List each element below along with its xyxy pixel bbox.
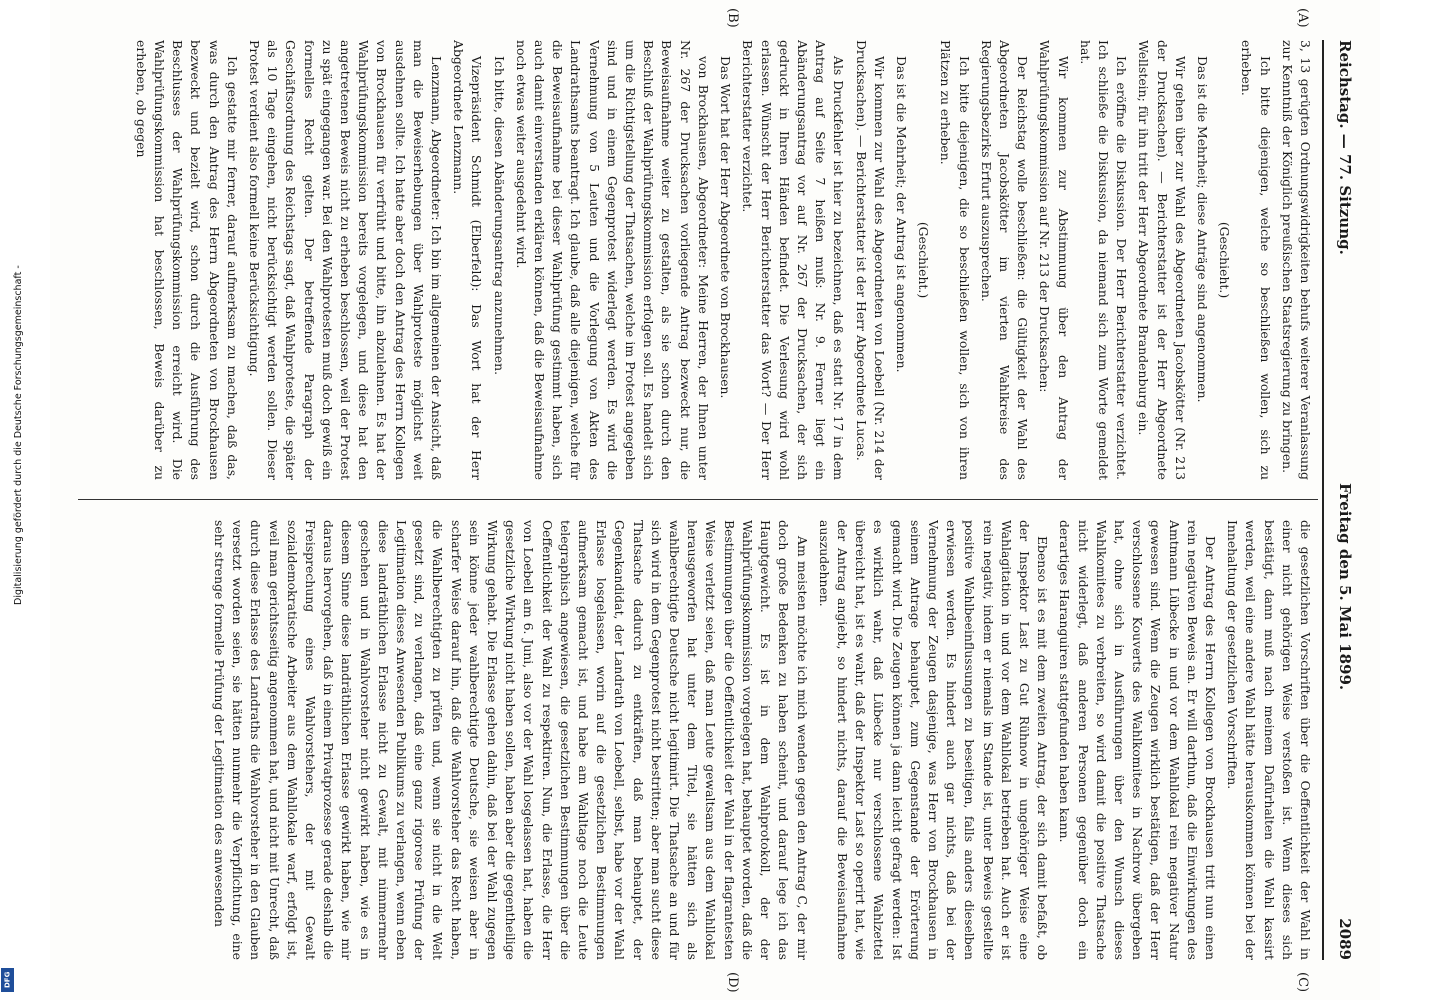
paragraph: Der Reichstag wolle beschließen: die Gültigkeit der Wahl des Abgeordneten Jacobskötter im vierten Wahlkreise des Regierungsbezirks Erfurt auszusprechen. xyxy=(978,40,1031,480)
column-divider xyxy=(78,499,1318,500)
paragraph: Als Druckfehler ist hier zu bezeichnen, daß es statt Nr. 17 in dem Antrag auf Seite 7 heißen muß: Nr. 9. Ferner liegt ein Abänderungsantrag vor auf Nr. 267 der Drucksachen, der sich gedruckt in Ihren Händen befindet. Die Verlesung wird wohl erlassen. Wünscht der Herr Berichterstatter das Wort? — Der Herr Berichterstatter verzichtet. xyxy=(740,40,847,480)
right-column xyxy=(84,520,1314,960)
paragraph: von Brockhausen, Abgeordneter: Meine Herren, der Ihnen unter Nr. 267 der Drucksachen vorliegende Antrag bezweckt nur, die Beweisaufnahme weiter zu gestalten, als sie schon durch den Beschluß der Wahlprüfungskommission erfolgen soll. Es handelt sich um die Richtigstellung der Thatsachen, welche im Protest angegeben sind und in einem Gegenprotest widerlegt werden. Es wird die Vernehmung von 5 Leuten und die Vorlegung von Akten des Landrathsamts beantragt. Ich glaube, daß alle diejenigen, welche für die Beweisaufnahme bei dieser Wahlprüfung gestimmt haben, sich auch damit einverstanden erklären können, daß die Beweisaufnahme noch etwas weiter ausgedehnt wird. xyxy=(513,40,711,480)
page-header xyxy=(1330,40,1360,960)
paragraph: (Geschieht.) xyxy=(1217,221,1233,299)
dfg-logo: DFG xyxy=(1,968,14,992)
paragraph: Am meisten möchte ich mich wenden gegen den Antrag C, der mir doch große Bedenken zu haben scheint, und darauf lege ich das Hauptgewicht. Es ist in dem Wahlprotokoll, der der Wahlprüfungskommission vorgelegen hat, behauptet worden, daß die Bestimmungen über die Oeffentlichkeit der Wahl in der flagrantesten Weise verletzt seien, daß man Leute gewaltsam aus dem Wahllokal herausgeworfen hat unter dem Titel, sie hätten sich als wahlberechtigte Deutsche nicht legitimirt. Die Thatsache an und für sich wird in dem Gegenprotest nicht bestritten; aber man sucht diese Thatsache dadurch zu entkräften, daß man behauptet, der Gegenkandidat, der Landrath von Loebell, selbst, habe vor der Wahl Erlasse losgelassen, worin auf die gesetzlichen Bestimmungen aufmerksam gemacht ist, und habe am Wahltage noch die Leute telegraphisch angewiesen, die gesetzlichen Bestimmungen über die Oeffentlichkeit der Wahl zu respektiren. Nun, die Erlasse, die Herr von Loebell am 6. Juni, also vor der Wahl losgelassen hat, haben die gesetzliche Wirkung nicht haben sollen, haben aber die gegentheilige Wirkung gehabt. Die Erlasse gehen dahin, daß bei der Wahl zugegen sein könne jeder wahlberechtigte Deutsche, sie weisen aber in scharfer Weise darauf hin, daß die Wahlvorsteher das Recht haben, die Wahlberechtigten zu prüfen und, wenn sie nicht in die Welt gesetzt sind, zu verlangen, daß eine ganz rigorose Prüfung der Legitimation dieses Anwesenden Publikums zu verlangen, wenn eben diese landräthlichen Erlasse nicht zu Gewalt, mit nimmermehr geschehen und in Wahlvorsteher nicht gewirkt haben, wie es in diesem Sinne diese landräthlichen Erlasse gewirkt haben, wie mir daraus hervorgehen, daß in einem Privatprozesse gerade deshalb die Freisprechung eines Wahlvorstehers, der mit Gewalt sozialdemokratische Arbeiter aus dem Wahllokale warf, erfolgt ist, weil man gerichtsseitig angenommen hat, und nicht mit Unrecht, daß durch diese Erlasse des Landraths die Wahlvorsteher in den Glauben versetzt worden seien, sie hätten nunmehr die Verpflichtung, eine sehr strenge formelle Prüfung der Legitimation des anwesenden xyxy=(212,520,810,960)
paragraph: Ich bitte diejenigen, die so beschließen wollen, sich von ihren Plätzen zu erheben. xyxy=(938,40,972,480)
page-number: 2089 xyxy=(1336,918,1354,960)
paragraph: die gesetzlichen Vorschriften über die Oeffentlichkeit der Wahl in einer nicht gehörigen Weise verstoßen ist. Wenn dieses sich bestätigt, dann muß nach meinem Dafürhalten die Wahl kassirt werden, weil eine andere Wahl hätte herauskommen können bei der Innehaltung der gesetzlichen Vorschriften. xyxy=(1225,520,1313,960)
paragraph: Vizepräsident Schmidt (Elberfeld): Das Wort hat der Herr Abgeordnete Lenzmann. xyxy=(451,40,485,480)
paragraph: (Geschieht.) xyxy=(916,221,932,299)
margin-marker-d: (D) xyxy=(725,972,740,993)
paragraph: Das Wort hat der Herr Abgeordnete von Brockhausen. xyxy=(718,56,734,399)
header-rule xyxy=(1322,40,1324,960)
paragraph: Wir kommen zur Wahl des Abgeordneten von Loebell (Nr. 214 der Drucksachen). — Berichterstatter ist der Herr Abgeordnete Lucas. xyxy=(853,40,887,480)
paragraph: Lenzmann, Abgeordneter: Ich bin im allgemeinen der Ansicht, daß man die Beweiserhebungen über Wahlproteste möglichst weit ausdehnen sollte. Ich hatte aber doch den Antrag des Herrn Kollegen von Brockhausen für verfrüht und bitte, ihn abzulehnen. Es hat der Wahlprüfungskommission bereits vorgelegen, und diese hat den angetretenen Beweis nicht zu erheben beschlossen, weil der Protest zu spät eingegangen war. Bei den Wahlprotesten muß doch gewiß ein formelles Recht gelten. Der betreffende Paragraph der Geschäftsordnung des Reichstags sagt, daß Wahlproteste, die später als 10 Tage eingehen, nicht berücksichtigt werden sollen. Dieser Protest verdient also formell keine Berücksichtigung. xyxy=(247,40,445,480)
paragraph: Das ist die Mehrheit; der Antrag ist angenommen. xyxy=(893,56,909,373)
paragraph: Ich bitte diejenigen, welche so beschließen wollen, sich zu erheben. xyxy=(1239,40,1273,480)
document-page xyxy=(50,0,1380,1000)
paragraph: Ebenso ist es mit dem zweiten Antrag, der sich damit befaßt, ob der Inspektor Last zu Gut Rühnow in ungehöriger Weise eine Wahlagitation in und vor dem Wahllokal betrieben hat. Auch er ist rein negativ, indem er niemals im Stande ist, unter Beweis gestellte positive Wahlbeeinflussungen zu beseitigen, falls anders dieselben erwiesen werden. Es hindert auch gar nichts, daß bei der Vernehmung der Zeugen dasjenige, was Herr von Brockhausen in seinem Antrage behauptet, zum Gegenstande der Erörterung gemacht wird. Die Zeugen können ja dann leicht gefragt werden: Ist es wirklich wahr, daß Lübecke nur verschlossene Wahlzettel übereicht hat, ist es wahr, daß der Inspektor Last so operirt hat, wie der Antrag angiebt, so hindert nichts, darauf die Beweisaufnahme auszudehnen. xyxy=(816,520,1051,960)
header-session: Reichstag. — 77. Sitzung. xyxy=(1336,40,1354,255)
paragraph: Ich bitte, diesen Abänderungsantrag anzunehmen. xyxy=(491,56,507,376)
paragraph: Wir gehen über zur Wahl des Abgeordneten Jacobskötter (Nr. 213 der Drucksachen). — Berichterstatter ist der Herr Abgeordnete Wellstein; für ihn tritt der Herr Abgeordnete Brandenburg ein. xyxy=(1136,40,1188,480)
left-column xyxy=(84,40,1314,480)
paragraph: Der Antrag des Herrn Kollegen von Brockhausen tritt nun einen rein negativen Beweis an. Er will darthun, daß die Einwirkungen des Amtmann Lübecke in und vor dem Wahllokal rein negativer Natur gewesen sind. Wenn die Zeugen wirklich bestätigen, daß der Herr verschlossene Kouverts des Wahlkomitees in Nachrow übergeben hat, ohne sich in Ausführungen über den Wunsch dieses Wahlkomitees zu verbreiten, so wird damit die positive Thatsache nicht widerlegt, daß anderen Personen gegenüber doch ein derartiges Haranguiren stattgefunden haben kann. xyxy=(1057,520,1218,960)
header-date: Freitag den 5. Mai 1899. xyxy=(1336,482,1354,691)
credit-text: Digitalisierung gefördert durch die Deutsche Forschungsgemeinschaft - xyxy=(13,265,24,605)
paragraph: 3, 13 gerügten Ordnungswidrigkeiten behufs weiterer Veranlassung zur Kenntniß der Königlich preußischen Staatsregierung zu bringen. xyxy=(1279,40,1313,480)
digitization-credit xyxy=(0,0,24,1000)
margin-marker-b: (B) xyxy=(725,8,740,28)
margin-marker-a: (A) xyxy=(1295,8,1310,28)
paragraph: Ich eröffne die Diskussion. Der Herr Berichterstatter verzichtet. Ich schließe die Diskussion, da niemand sich zum Worte gemeldet hat. xyxy=(1077,40,1130,480)
paragraph: Wir kommen zur Abstimmung über den Antrag der Wahlprüfungskommission auf Nr. 213 der Drucksachen: xyxy=(1037,40,1071,480)
paragraph: Das ist die Mehrheit; diese Anträge sind angenommen. xyxy=(1194,56,1210,403)
margin-marker-c: (C) xyxy=(1295,972,1310,993)
paragraph: Ich gestatte mir ferner, darauf aufmerksam zu machen, daß das, was durch den Antrag des Herrn Abgeordneten von Brockhausen bezweckt und bezielt wird, schon durch die Ausführung des Beschlusses der Wahlprüfungskommission erreicht wird. Die Wahlprüfungskommission hat beschlossen, Beweis darüber zu erheben, ob gegen xyxy=(133,40,240,480)
